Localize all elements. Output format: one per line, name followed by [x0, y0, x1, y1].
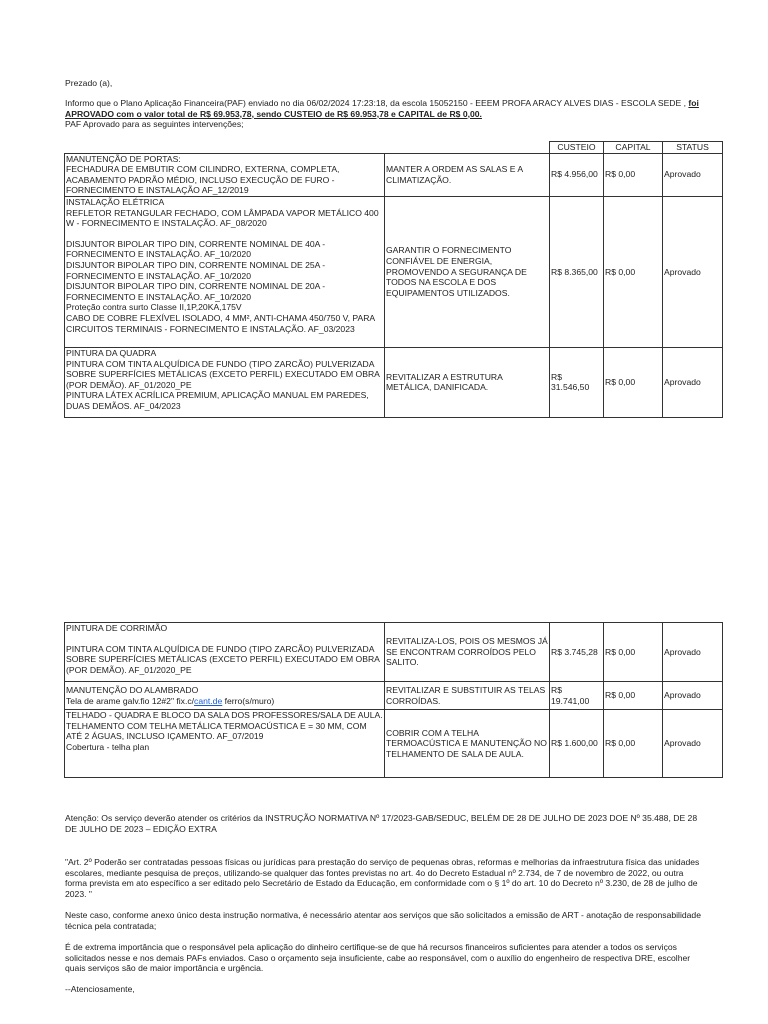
- attention-note: Atenção: Os serviço deverão atender os critérios da INSTRUÇÃO NORMATIVA Nº 17/2023-GAB/SEDUC, BELÉM DE 28 DE JULHO DE 2023 DOE Nº 35.488, DE 28 DE JULHO DE 2023 – EDIÇÃO EXTRA: [65, 813, 698, 834]
- table-row: [65, 153, 723, 196]
- row-justification: COBRIR COM A TELHA TERMOACÚSTICA E MANUTENÇÃO NO TELHAMENTO DE SALA DE AULA.: [385, 710, 550, 778]
- row-custeio: R$ 1.600,00: [550, 710, 604, 778]
- row-status: Aprovado: [663, 623, 723, 682]
- header-status: STATUS: [663, 142, 723, 154]
- row-status: Aprovado: [663, 153, 723, 196]
- table-row: [65, 347, 723, 417]
- row-custeio: R$ 8.365,00: [550, 196, 604, 347]
- row-status: Aprovado: [663, 196, 723, 347]
- row-capital: R$ 0,00: [604, 153, 663, 196]
- row-capital: R$ 0,00: [604, 196, 663, 347]
- row-description: MANUTENÇÃO DE PORTAS: FECHADURA DE EMBUTIR COM CILINDRO, EXTERNA, COMPLETA, ACABAMENTO PADRÃO MÉDIO, INCLUSO EXECUÇÃO DE FURO - FORNECIMENTO E INSTALAÇÃO AF_12/2019: [65, 153, 385, 196]
- row-capital: R$ 0,00: [604, 682, 663, 710]
- row-status: Aprovado: [663, 347, 723, 417]
- row-justification: REVITALIZA-LOS, POIS OS MESMOS JÁ SE ENCONTRAM CORROÍDOS PELO SALITO.: [385, 623, 550, 682]
- table-row: [65, 623, 723, 682]
- intro-text: Informo que o Plano Aplicação Financeira(PAF) enviado no dia 06/02/2024 17:23:18, da escola 15052150 - EEEM PROFA ARACY ALVES DIAS - ESCOLA SEDE ,: [65, 98, 689, 108]
- row-justification: REVITALIZAR E SUBSTITUIR AS TELAS CORROÍDAS.: [385, 682, 550, 710]
- row-status: Aprovado: [663, 710, 723, 778]
- article-quote: "Art. 2º Poderão ser contratadas pessoas físicas ou jurídicas para prestação do serviço de pequenas obras, reformas e melhorias da infraestrutura física das unidades escolares, mediante pesquisa de preços, utilizando-se qualquer das fontes previstas no art. 4o do Decreto Estadual nº 2.734, de 7 de novembro de 2022, ou outra forma prevista em ato específico a ser editado pelo Secretário de Estado da Educação, em conformidade com o § 1º do art. 10 do Decreto nº 3.230, de 28 de julho de 2023. ": [65, 857, 700, 899]
- row-status: Aprovado: [663, 682, 723, 710]
- table-row: [65, 196, 723, 347]
- row-justification: MANTER A ORDEM AS SALAS E A CLIMATIZAÇÃO.: [385, 153, 550, 196]
- cant-de-link[interactable]: cant.de: [194, 695, 223, 706]
- greeting: Prezado (a),: [65, 78, 113, 88]
- row-description: INSTALAÇÃO ELÉTRICA REFLETOR RETANGULAR FECHADO, COM LÂMPADA VAPOR METÁLICO 400 W - FORNECIMENTO E INSTALAÇÃO. AF_08/2020 DISJUNTOR BIPOLAR TIPO DIN, CORRENTE NOMINAL DE 40A - FORNECIMENTO E INSTALAÇÃO. AF_10/2020 DISJUNTOR BIPOLAR TIPO DIN, CORRENTE NOMINAL DE 25A - FORNECIMENTO E INSTALAÇÃO. AF_10/2020 DISJUNTOR BIPOLAR TIPO DIN, CORRENTE NOMINAL DE 20A - FORNECIMENTO E INSTALAÇÃO. AF_10/2020 Proteção contra surto Classe II,1P,20KA,175V CABO DE COBRE FLEXÍVEL ISOLADO, 4 MM², ANTI-CHAMA 450/750 V, PARA CIRCUITOS TERMINAIS - FORNECIMENTO E INSTALAÇÃO. AF_03/2023: [65, 196, 385, 347]
- row-custeio: R$ 19.741,00: [550, 682, 604, 710]
- row-justification: REVITALIZAR A ESTRUTURA METÁLICA, DANIFICADA.: [385, 347, 550, 417]
- row-custeio: R$ 4.956,00: [550, 153, 604, 196]
- table-row: [65, 682, 723, 710]
- table-header-row: [65, 142, 723, 154]
- interventions-table-2: [64, 622, 723, 778]
- row-capital: R$ 0,00: [604, 347, 663, 417]
- interventions-table-1: [64, 141, 723, 418]
- row-custeio: R$ 31.546,50: [550, 347, 604, 417]
- header-custeio: CUSTEIO: [550, 142, 604, 154]
- row-description: TELHADO - QUADRA E BLOCO DA SALA DOS PROFESSORES/SALA DE AULA. TELHAMENTO COM TELHA METÁLICA TERMOACÚSTICA E = 30 MM, COM ATÉ 2 ÁGUAS, INCLUSO IÇAMENTO. AF_07/2019 Cobertura - telha plan: [65, 710, 385, 778]
- row-description: PINTURA DA QUADRA PINTURA COM TINTA ALQUÍDICA DE FUNDO (TIPO ZARCÃO) PULVERIZADA SOBRE SUPERFÍCIES METÁLICAS (EXCETO PERFIL) EXECUTADO EM OBRA (POR DEMÃO). AF_01/2020_PE PINTURA LÁTEX ACRÍLICA PREMIUM, APLICAÇÃO MANUAL EM PAREDES, DUAS DEMÃOS. AF_04/2023: [65, 347, 385, 417]
- approval-summary: foi APROVADO com o valor total de R$ 69.953,78, sendo CUSTEIO de R$ 69.953,78 e CAPITAL de R$ 0,00.: [65, 98, 699, 119]
- header-capital: CAPITAL: [604, 142, 663, 154]
- row-justification: GARANTIR O FORNECIMENTO CONFIÁVEL DE ENERGIA, PROMOVENDO A SEGURANÇA DE TODOS NA ESCOLA E DOS EQUIPAMENTOS UTILIZADOS.: [385, 196, 550, 347]
- art-note: Neste caso, conforme anexo único desta instrução normativa, é necessário atentar aos serviços que são solicitados a emissão de ART - anotação de responsabilidade técnica pela contratada;: [65, 910, 701, 931]
- row-capital: R$ 0,00: [604, 623, 663, 682]
- row-custeio: R$ 3.745,28: [550, 623, 604, 682]
- closing: --Atenciosamente,: [65, 984, 135, 994]
- row-description: PINTURA DE CORRIMÃO PINTURA COM TINTA ALQUÍDICA DE FUNDO (TIPO ZARCÃO) PULVERIZADA SOBRE SUPERFÍCIES METÁLICAS (EXCETO PERFIL) EXECUTADO EM OBRA (POR DEMÃO). AF_01/2020_PE: [65, 623, 385, 682]
- intro-paragraph: [65, 98, 705, 130]
- row-description: MANUTENÇÃO DO ALAMBRADO Tela de arame galv.fio 12#2" fix.c/cant.de ferro(s/muro): [65, 682, 385, 710]
- table-row: [65, 710, 723, 778]
- intro-line-3: PAF Aprovado para as seguintes intervenções;: [65, 119, 244, 130]
- row-capital: R$ 0,00: [604, 710, 663, 778]
- importance-note: É de extrema importância que o responsável pela aplicação do dinheiro certifique-se de que há recursos financeiros suficientes para atender a todos os serviços solicitados nesse e nos demais PAFs enviados. Caso o orçamento seja insuficiente, cabe ao responsável, com o auxílio do engenheiro de respectiva DRE, escolher quais serviços são de maior importância e urgência.: [65, 942, 691, 974]
